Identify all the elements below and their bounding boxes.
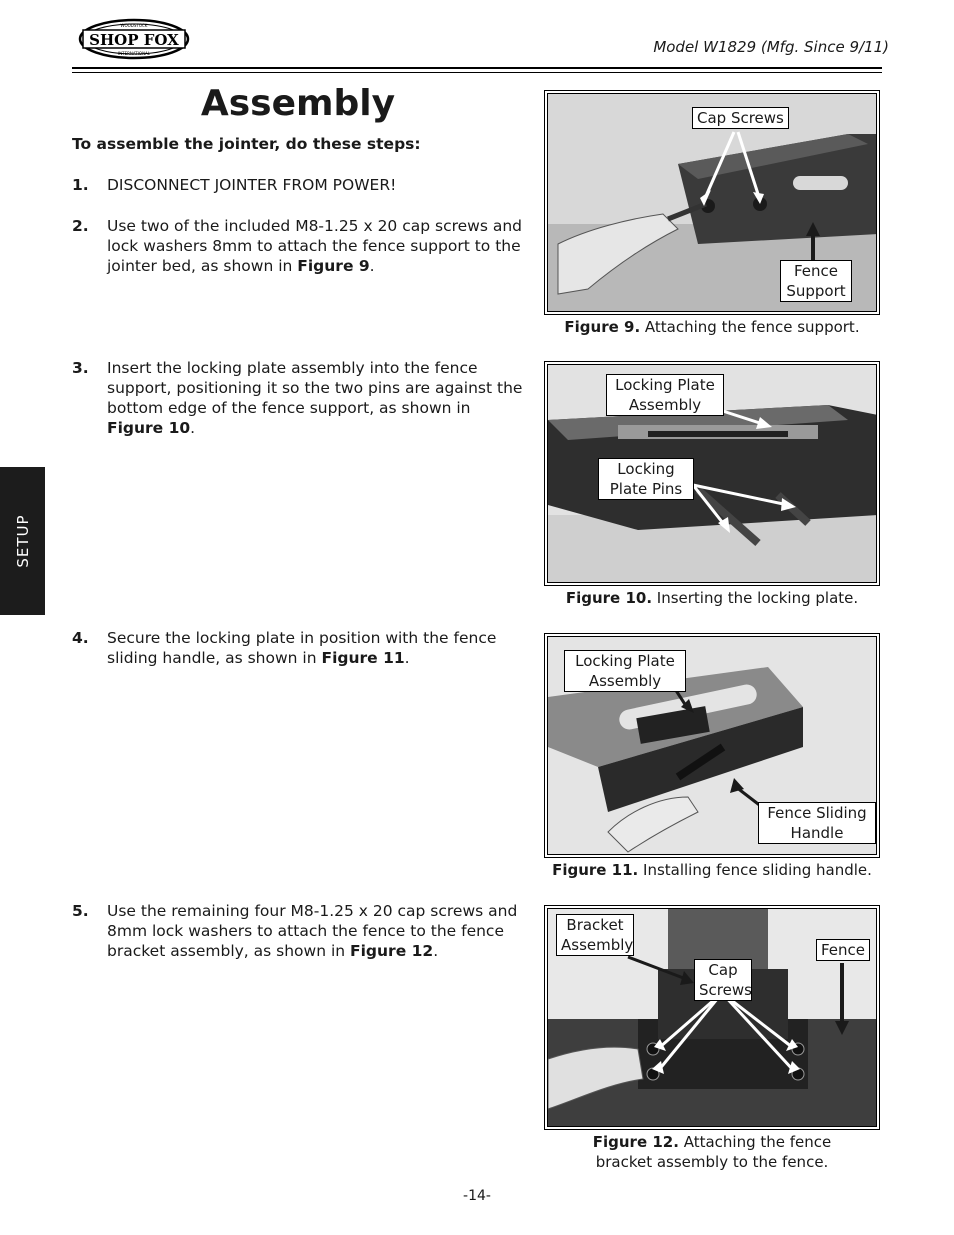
step-number: 1.: [72, 176, 89, 194]
step-4: [72, 628, 524, 668]
callout-locking-plate-assembly: Locking Plate Assembly: [564, 650, 686, 692]
step-text: Insert the locking plate assembly into the fence support, positioning it so the two pins are against the bottom edge of the fence support, as shown in: [107, 359, 523, 417]
callout-locking-plate-pins: Locking Plate Pins: [598, 458, 694, 500]
figure-11-caption: [544, 860, 880, 880]
figure-12-caption: [544, 1132, 880, 1172]
figure-11: [544, 633, 880, 858]
step-number: 4.: [72, 629, 89, 647]
step-text: Secure the locking plate in position with the fence sliding handle, as shown in: [107, 629, 497, 667]
figure-label: Figure 9.: [564, 318, 641, 336]
svg-text:INTERNATIONAL: INTERNATIONAL: [117, 51, 151, 56]
caption-text: Installing fence sliding handle.: [638, 861, 872, 879]
shop-fox-logo: [78, 18, 190, 60]
intro-text: To assemble the jointer, do these steps:: [72, 135, 421, 153]
figure-10-caption: [544, 588, 880, 608]
figure-9: [544, 90, 880, 315]
callout-cap-screws: Cap Screws: [692, 107, 789, 129]
figure-label: Figure 12.: [592, 1133, 679, 1151]
step-2: [72, 216, 524, 276]
figure-reference: Figure 10: [107, 419, 191, 437]
figure-reference: Figure 9: [297, 257, 370, 275]
figure-label: Figure 11.: [552, 861, 639, 879]
figure-reference: Figure 12: [350, 942, 434, 960]
callout-locking-plate-assembly: Locking Plate Assembly: [606, 374, 724, 416]
step-3: [72, 358, 524, 438]
callout-fence: Fence: [816, 939, 870, 961]
step-number: 3.: [72, 359, 89, 377]
caption-text: Attaching the fence support.: [640, 318, 860, 336]
figure-10: [544, 361, 880, 586]
figure-reference: Figure 11: [321, 649, 405, 667]
model-label: Model W1829 (Mfg. Since 9/11): [653, 38, 889, 56]
step-number: 2.: [72, 217, 89, 235]
step-punct: .: [190, 419, 196, 437]
side-tab-label: SETUP: [13, 514, 32, 568]
callout-fence-sliding-handle: Fence Sliding Handle: [758, 802, 876, 844]
step-text: DISCONNECT JOINTER FROM POWER!: [107, 176, 397, 194]
page-title: Assembly: [200, 83, 396, 124]
callout-fence-support: Fence Support: [780, 260, 852, 302]
svg-text:WOODSTOCK: WOODSTOCK: [120, 23, 148, 28]
step-punct: .: [433, 942, 439, 960]
page-number: -14-: [463, 1188, 491, 1204]
figure-12: [544, 905, 880, 1130]
step-1: [72, 175, 524, 195]
step-punct: .: [404, 649, 410, 667]
figure-label: Figure 10.: [565, 589, 653, 607]
svg-text:SHOP FOX: SHOP FOX: [89, 31, 179, 49]
figure-9-caption: [544, 317, 880, 337]
caption-text: Attaching the fence bracket assembly to the fence.: [595, 1133, 832, 1171]
callout-bracket-assembly: Bracket Assembly: [556, 914, 634, 956]
caption-text: Inserting the locking plate.: [652, 589, 859, 607]
setup-side-tab: [0, 467, 45, 615]
header-rule: [72, 67, 882, 73]
step-text: Use the remaining four M8-1.25 x 20 cap screws and 8mm lock washers to attach the fence to the fence bracket assembly, as shown in: [107, 902, 518, 960]
step-5: [72, 901, 524, 961]
step-text: Use two of the included M8-1.25 x 20 cap screws and lock washers 8mm to attach the fence support to the jointer bed, as shown in: [107, 217, 523, 275]
callout-cap-screws: Cap Screws: [694, 959, 752, 1001]
step-punct: .: [369, 257, 375, 275]
step-number: 5.: [72, 902, 89, 920]
